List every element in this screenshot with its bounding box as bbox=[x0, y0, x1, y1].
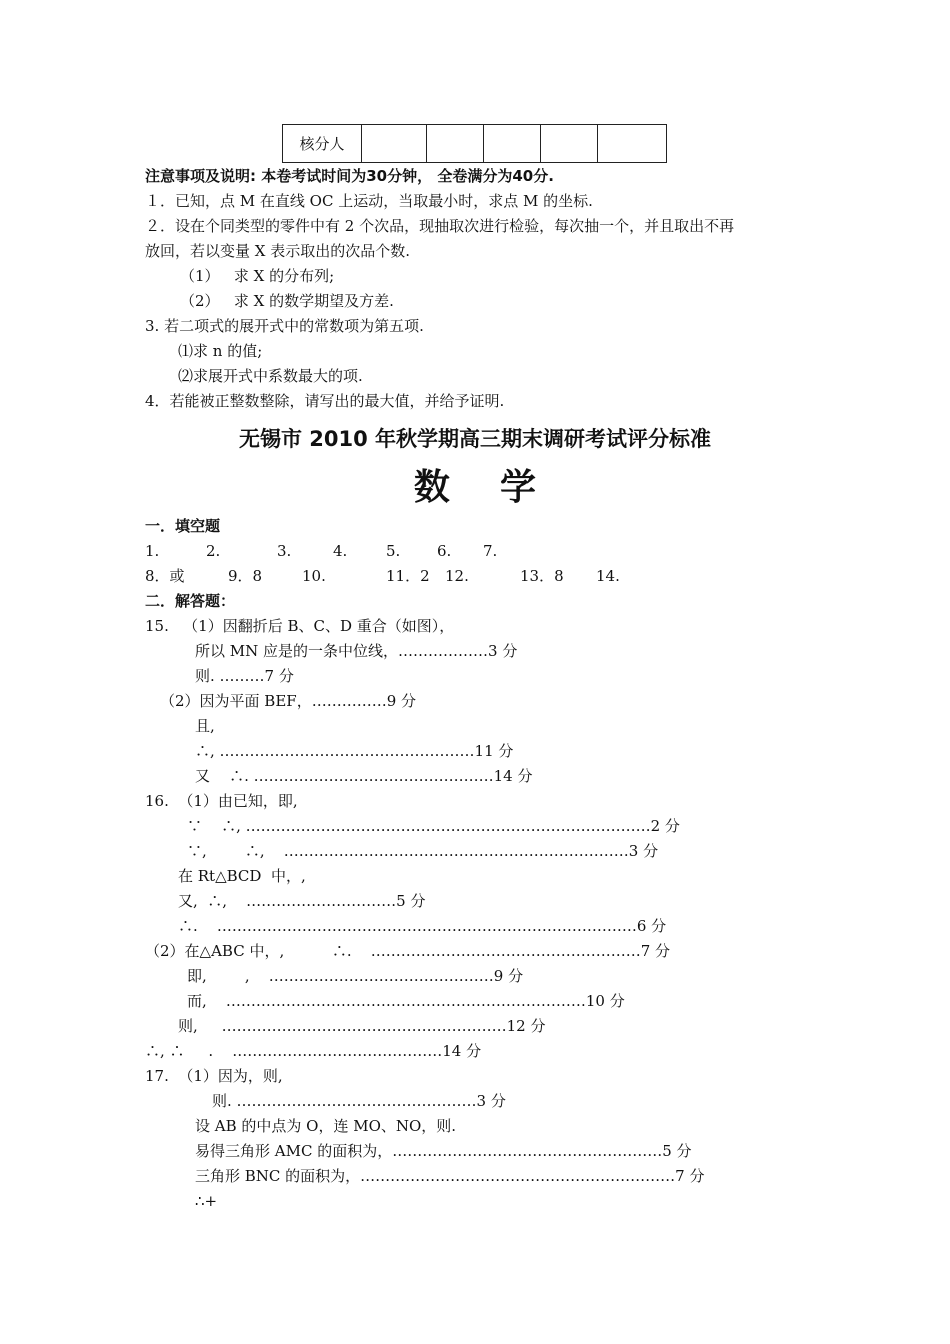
fill-answer: 5. bbox=[386, 542, 401, 560]
problem-3-part2: ⑵求展开式中系数最大的项. bbox=[178, 367, 363, 385]
score-table bbox=[282, 124, 667, 163]
solution-line: 三角形 BNC 的面积为，………………………………………………………7 分 bbox=[195, 1167, 705, 1185]
problem-2-line1: ２．设在个同类型的零件中有 2 个次品，现抽取次进行检验，每次抽一个，并且取出不再 bbox=[145, 217, 735, 235]
fill-answer: 13．8 bbox=[520, 567, 564, 585]
page-heading: 无锡市 2010 年秋学期高三期末调研考试评分标准 bbox=[238, 427, 712, 451]
problem-3-part1: ⑴求 n 的值; bbox=[178, 342, 263, 360]
fill-answer: 14. bbox=[596, 567, 620, 585]
fill-answer: 8．或 bbox=[145, 567, 185, 585]
fill-answer: 6. bbox=[437, 542, 452, 560]
fill-answer: 11．2 bbox=[386, 567, 430, 585]
solution-line: （2）因为平面 BEF，……………9 分 bbox=[160, 692, 417, 710]
solution-line: 则. …………………………………………3 分 bbox=[212, 1092, 506, 1110]
solution-line: 易得三角形 AMC 的面积为，………………………………………………5 分 bbox=[195, 1142, 692, 1160]
score-cell bbox=[484, 125, 541, 163]
score-table-label: 核分人 bbox=[283, 125, 362, 163]
fill-answer: 7. bbox=[483, 542, 498, 560]
score-cell bbox=[362, 125, 427, 163]
score-cell bbox=[541, 125, 598, 163]
fill-answer: 3. bbox=[277, 542, 292, 560]
notice: 注意事项及说明: 本卷考试时间为30分钟， 全卷满分为40分. bbox=[145, 167, 554, 185]
solution-line: 又, ∴, …………………………5 分 bbox=[178, 892, 426, 910]
fill-answer: 10. bbox=[302, 567, 326, 585]
subject-title: 数 学 bbox=[413, 467, 537, 508]
fill-answer: 12. bbox=[445, 567, 469, 585]
solution-line: ∴+ bbox=[195, 1192, 218, 1210]
problem-2-part1: （1） 求 X 的分布列; bbox=[180, 267, 335, 285]
score-cell bbox=[598, 125, 667, 163]
solution-line: 所以 MN 应是的一条中位线，………………3 分 bbox=[195, 642, 518, 660]
score-cell bbox=[427, 125, 484, 163]
fill-answer: 4. bbox=[333, 542, 348, 560]
problem-1: １．已知，点 M 在直线 OC 上运动，当取最小时，求点 M 的坐标. bbox=[145, 192, 593, 210]
fill-answer: 1. bbox=[145, 542, 160, 560]
solution-line: （2）在△ABC 中，, ∴. ………………………………………………7 分 bbox=[145, 942, 671, 960]
solution-line: 15. （1）因翻折后 B、C、D 重合（如图）， bbox=[145, 617, 455, 635]
problem-4: 4．若能被正整数整除，请写出的最大值，并给予证明. bbox=[145, 392, 505, 410]
solution-line: 即, , ………………………………………9 分 bbox=[187, 967, 524, 985]
solution-line: ∵ ∴, ………………………………………………………………………2 分 bbox=[187, 817, 680, 835]
solution-line: ∵, ∴, ……………………………………………………………3 分 bbox=[187, 842, 659, 860]
problem-2-part2: （2） 求 X 的数学期望及方差. bbox=[180, 292, 394, 310]
solution-line: 则. ………7 分 bbox=[195, 667, 294, 685]
solution-line: 则, …………………………………………………12 分 bbox=[178, 1017, 546, 1035]
solution-line: 17. （1）因为，则, bbox=[145, 1067, 283, 1085]
fill-answer: 2. bbox=[206, 542, 221, 560]
fill-answer: 9．8 bbox=[228, 567, 263, 585]
section-solutions: 二．解答题： bbox=[145, 592, 236, 610]
section-fill-blank: 一．填空题 bbox=[145, 517, 221, 535]
problem-2-line2: 放回，若以变量 X 表示取出的次品个数. bbox=[145, 242, 410, 260]
solution-line: 且, bbox=[195, 717, 215, 735]
solution-line: ∴, ……………………………………………11 分 bbox=[195, 742, 514, 760]
solution-line: 16. （1）由已知，即, bbox=[145, 792, 298, 810]
solution-line: 而, ………………………………………………………………10 分 bbox=[187, 992, 625, 1010]
solution-line: ∴, ∴ . ……………………………………14 分 bbox=[145, 1042, 482, 1060]
solution-line: 又 ∴. …………………………………………14 分 bbox=[195, 767, 533, 785]
solution-line: ∴. …………………………………………………………………………6 分 bbox=[178, 917, 667, 935]
solution-line: 在 Rt△BCD 中，, bbox=[178, 867, 306, 885]
problem-3: 3. 若二项式的展开式中的常数项为第五项. bbox=[145, 317, 424, 335]
solution-line: 设 AB 的中点为 O，连 MO、NO，则. bbox=[195, 1117, 457, 1135]
